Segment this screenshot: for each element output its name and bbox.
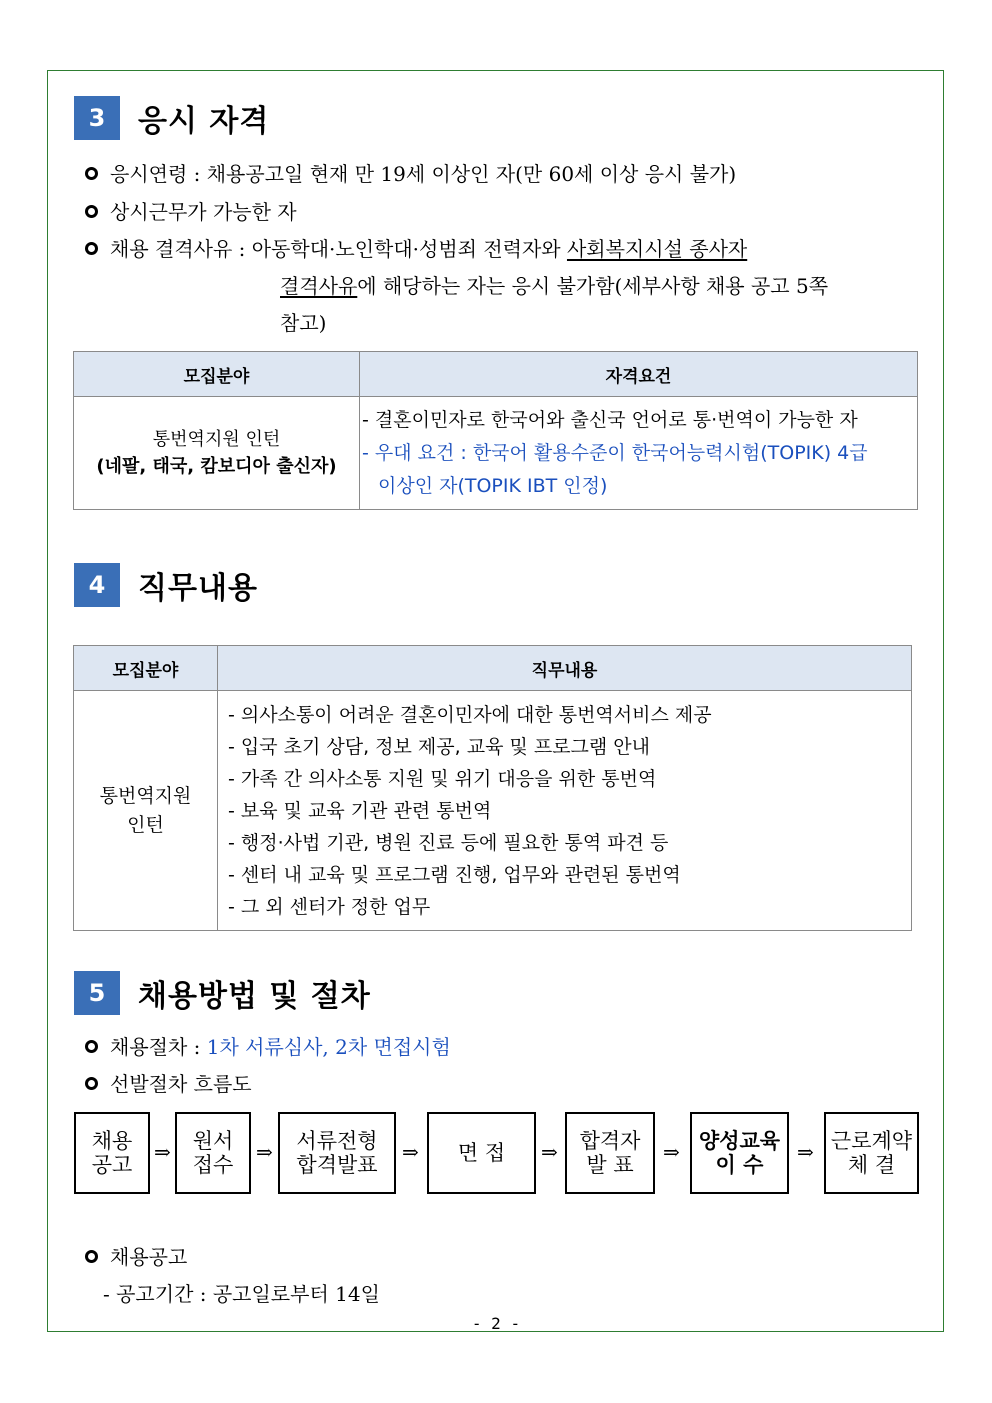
page-number: - 2 - xyxy=(471,1314,521,1333)
section-title: 직무내용 xyxy=(138,571,258,606)
arrow-right-icon: ⇒ xyxy=(402,1140,419,1164)
section-number: 4 xyxy=(74,563,120,607)
flow-step: 근로계약 체 결 xyxy=(824,1112,919,1194)
field-cell: 통번역지원 인턴 xyxy=(74,691,218,931)
preferred-requirement-cont: 이상인 자(TOPIK IBT 인정) xyxy=(378,474,608,497)
duties-table xyxy=(73,645,912,931)
section-4-heading xyxy=(74,563,258,607)
field-cell: 통번역지원 인턴 (네팔, 태국, 캄보디아 출신자) xyxy=(74,397,360,510)
arrow-right-icon: ⇒ xyxy=(256,1140,273,1164)
duty-item: - 가족 간 의사소통 지원 및 위기 대응을 위한 통번역 xyxy=(228,767,657,790)
flow-step: 채용 공고 xyxy=(74,1112,150,1194)
duty-item: - 센터 내 교육 및 프로그램 진행, 업무와 관련된 통번역 xyxy=(228,863,681,886)
flowchart-label: 선발절차 흐름도 xyxy=(85,1072,252,1096)
duties-cell xyxy=(218,691,912,931)
requirement-item: - 결혼이민자로 한국어와 출신국 언어로 통·번역이 가능한 자 xyxy=(362,408,858,431)
arrow-right-icon: ⇒ xyxy=(541,1140,558,1164)
bullet-circle-icon xyxy=(85,1077,98,1090)
section-title: 채용방법 및 절차 xyxy=(138,979,371,1014)
table-header: 모집분야 xyxy=(74,646,218,691)
disqualification-line3: 참고) xyxy=(280,311,327,335)
bullet-circle-icon xyxy=(85,205,98,218)
age-requirement: 응시연령 : 채용공고일 현재 만 19세 이상인 자(만 60세 이상 응시 불가) xyxy=(85,162,736,186)
section-number: 5 xyxy=(74,971,120,1015)
duty-item: - 보육 및 교육 기관 관련 통번역 xyxy=(228,799,492,822)
section-title: 응시 자격 xyxy=(138,104,270,139)
announcement-period: - 공고기간 : 공고일로부터 14일 xyxy=(103,1282,380,1306)
arrow-right-icon: ⇒ xyxy=(663,1140,680,1164)
qualification-table xyxy=(73,351,918,510)
bullet-circle-icon xyxy=(85,1250,98,1263)
table-header: 자격요건 xyxy=(360,352,918,397)
procedure-line: 채용절차 : 1차 서류심사, 2차 면접시험 xyxy=(85,1035,451,1059)
requirement-cell xyxy=(360,397,918,510)
bullet-circle-icon xyxy=(85,167,98,180)
section-3-heading xyxy=(74,96,269,140)
duty-item: - 의사소통이 어려운 결혼이민자에 대한 통번역서비스 제공 xyxy=(228,703,712,726)
preferred-requirement: - 우대 요건 : 한국어 활용수준이 한국어능력시험(TOPIK) 4급 xyxy=(362,441,868,464)
disqualification-line2: 결격사유에 해당하는 자는 응시 불가함(세부사항 채용 공고 5쪽 xyxy=(280,274,829,298)
flow-step: 서류전형 합격발표 xyxy=(278,1112,396,1194)
announcement-heading: 채용공고 xyxy=(85,1245,187,1269)
duty-item: - 행정·사법 기관, 병원 진료 등에 필요한 통역 파견 등 xyxy=(228,831,669,854)
arrow-right-icon: ⇒ xyxy=(154,1140,171,1164)
section-number: 3 xyxy=(74,96,120,140)
disqualification-line1: 채용 결격사유 : 아동학대·노인학대·성범죄 전력자와 사회복지시설 종사자 xyxy=(85,237,747,261)
flow-step: 양성교육 이 수 xyxy=(690,1112,789,1194)
section-5-heading xyxy=(74,971,371,1015)
flow-step: 합격자 발 표 xyxy=(565,1112,655,1194)
flow-step: 면 접 xyxy=(427,1112,536,1194)
flow-step: 원서 접수 xyxy=(175,1112,251,1194)
bullet-circle-icon xyxy=(85,1040,98,1053)
fulltime-requirement: 상시근무가 가능한 자 xyxy=(85,200,297,224)
table-header: 모집분야 xyxy=(74,352,360,397)
duty-item: - 입국 초기 상담, 정보 제공, 교육 및 프로그램 안내 xyxy=(228,735,651,758)
bullet-circle-icon xyxy=(85,242,98,255)
table-header: 직무내용 xyxy=(218,646,912,691)
selection-flowchart xyxy=(74,1112,919,1194)
duty-item: - 그 외 센터가 정한 업무 xyxy=(228,895,431,918)
arrow-right-icon: ⇒ xyxy=(797,1140,814,1164)
